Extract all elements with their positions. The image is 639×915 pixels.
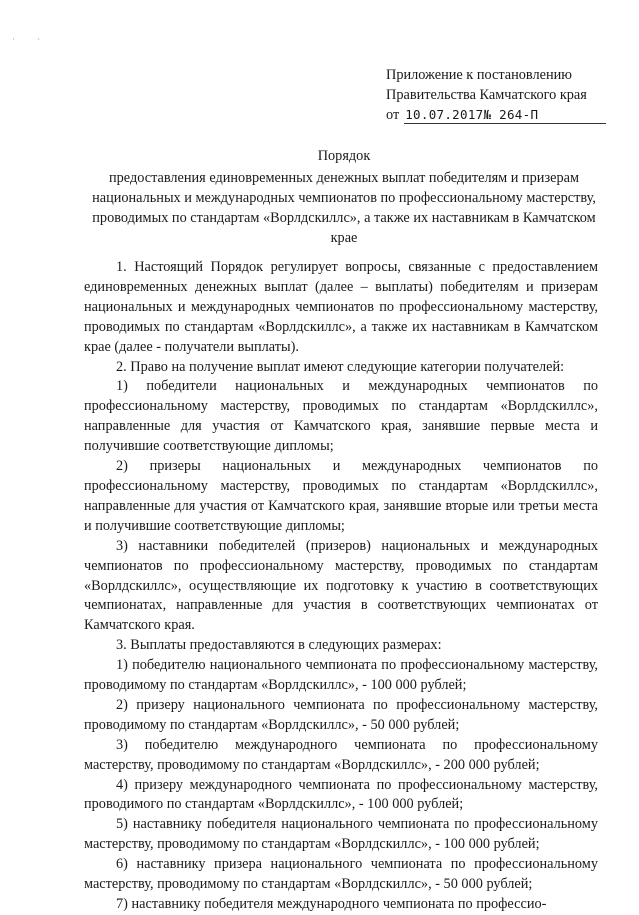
ref-prefix: от — [386, 107, 400, 123]
appendix-line-2: Правительства Камчатского края — [386, 86, 587, 103]
paragraph: 3) победителю международного чемпионата по профессиональному мастерству, проводимому по стандартам «Ворлдскиллс», - 200 000 рублей; — [84, 736, 598, 773]
reference-underline — [404, 123, 606, 124]
paragraph: 4) призеру международного чемпионата по профессиональному мастерству, проводимого по стандартам «Ворлдскиллс», - 100 000 рублей; — [84, 776, 598, 813]
paragraph: 2. Право на получение выплат имеют следующие категории получателей: — [116, 358, 565, 375]
paragraph: 3) наставники победителей (призеров) национальных и международных чемпионатов по профессиональному мастерству, проводимых по стандартам «Ворлдскиллс», осуществляющие их подготовку к участию в соответствующих чемпионатах, направленные для участия в соответствующих чемпионатах от Камчатского края. — [84, 537, 598, 634]
title-word: Порядок — [317, 148, 371, 164]
paragraph: 5) наставнику победителя национального чемпионата по профессиональному мастерству, проводимому по стандартам «Ворлдскиллс», - 100 000 рублей; — [84, 816, 598, 853]
paragraph: 1) победителю национального чемпионата по профессиональному мастерству, проводимому по стандартам «Ворлдскиллс», - 100 000 рублей; — [84, 657, 598, 694]
appendix-header — [386, 66, 626, 126]
paragraph: 2) призеру национального чемпионата по профессиональному мастерству, проводимому по стандартам «Ворлдскиллс», - 50 000 рублей; — [84, 696, 598, 733]
decree-number: № 264-П — [483, 107, 539, 122]
paragraph: 6) наставнику призера национального чемпионата по профессиональному мастерству, проводимому по стандартам «Ворлдскиллс», - 50 000 рублей; — [84, 856, 598, 893]
paragraph: 1. Настоящий Порядок регулирует вопросы, связанные с предоставлением единовременных денежных выплат (далее – выплаты) победителям и призерам национальных и международных чемпионатов по профессиональному мастерству, проводимых по стандартам «Ворлдскиллс», а также их наставникам в Камчатском крае (далее - получатели выплаты). — [84, 259, 598, 355]
paragraph: 2) призеры национальных и международных чемпионатов по профессиональному мастерству, проводимых по стандартам «Ворлдскиллс», направленные для участия от Камчатского края, занявшие вторые или третьи места и получившие соответствующие дипломы; — [84, 458, 598, 534]
scan-specks: · · — [12, 34, 51, 44]
appendix-line-1: Приложение к постановлению — [386, 67, 572, 83]
decree-date: 10.07.2017 — [405, 107, 484, 122]
paragraph: 3. Выплаты предоставляются в следующих размерах: — [116, 637, 442, 654]
title-subtitle: предоставления единовременных денежных выплат победителям и призерам национальных и международных чемпионатов по профессиональному мастерству, проводимых по стандартам «Ворлдскиллс», а также их наставникам в Камчатском крае — [92, 170, 596, 246]
paragraph: 7) наставнику победителя международного чемпионата по профессио- — [116, 896, 547, 912]
paragraph: 1) победители национальных и международных чемпионатов по профессиональному мастерству, проводимых по стандартам «Ворлдскиллс», направленные для участия от Камчатского края, занявшие первые места и получившие соответствующие дипломы; — [84, 378, 598, 455]
document-body — [84, 258, 598, 915]
document-title — [84, 146, 604, 248]
